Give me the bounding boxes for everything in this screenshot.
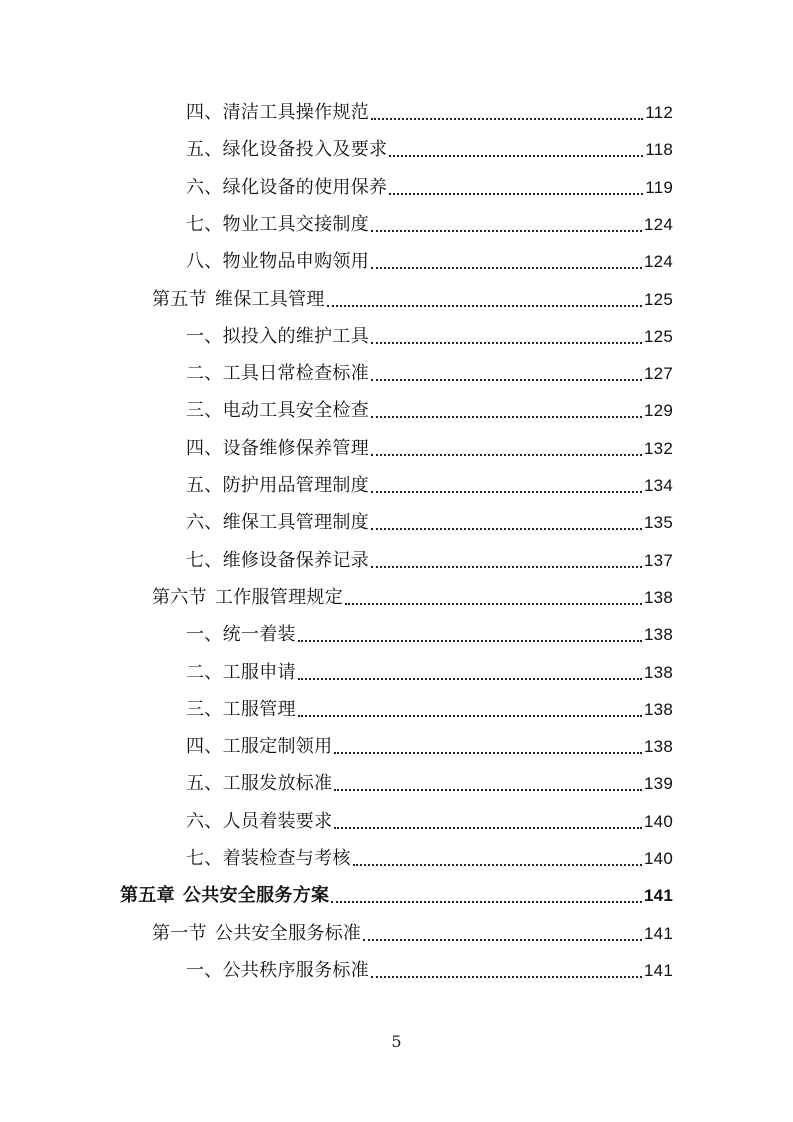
toc-page-number: 124 — [644, 252, 673, 272]
toc-item-entry[interactable] — [186, 137, 673, 163]
toc-dot-leader — [334, 827, 642, 829]
toc-entry-title: 人员着装要求 — [222, 810, 333, 832]
toc-entry-title: 公共秩序服务标准 — [222, 959, 370, 981]
toc-entry-label — [186, 660, 296, 686]
toc-entry-title: 物业物品申购领用 — [222, 251, 370, 273]
toc-entry-title: 设备维修保养管理 — [222, 437, 370, 459]
toc-dot-leader — [371, 976, 642, 978]
toc-page-number: 137 — [644, 550, 673, 570]
toc-entry-title: 物业工具交接制度 — [222, 213, 370, 235]
toc-entry-number: 六、 — [186, 176, 223, 198]
toc-item-entry[interactable] — [186, 734, 673, 760]
toc-dot-leader — [371, 342, 642, 344]
toc-dot-leader — [371, 491, 642, 493]
toc-page-number: 124 — [644, 214, 673, 234]
toc-entry-title: 工服申请 — [222, 661, 296, 683]
toc-page-number: 139 — [644, 774, 673, 794]
toc-entry-title: 维修设备保养记录 — [222, 549, 370, 571]
toc-entry-label — [186, 249, 369, 275]
toc-entry-label — [186, 175, 387, 201]
toc-entry-label — [152, 585, 343, 611]
toc-entry-label — [186, 436, 369, 462]
toc-entry-number: 七、 — [186, 213, 223, 235]
toc-entry-label — [186, 212, 369, 238]
toc-entry-number: 四、 — [186, 102, 223, 123]
toc-entry-number: 七、 — [186, 848, 223, 869]
toc-item-entry[interactable] — [186, 622, 673, 648]
toc-entry-label — [186, 137, 387, 163]
toc-entry-number: 三、 — [186, 698, 223, 720]
toc-section-entry[interactable] — [152, 287, 673, 313]
toc-item-entry[interactable] — [186, 436, 673, 462]
toc-entry-label — [186, 324, 369, 350]
toc-page-number: 140 — [644, 811, 673, 831]
toc-entry-title: 工作服管理规定 — [214, 586, 344, 608]
toc-item-entry[interactable] — [186, 660, 673, 686]
toc-page-number: 138 — [644, 737, 673, 757]
toc-item-entry[interactable] — [186, 175, 673, 201]
toc-item-entry[interactable] — [186, 100, 673, 126]
toc-entry-label — [186, 622, 296, 648]
toc-entry-title: 工服定制领用 — [222, 736, 333, 758]
toc-chapter-entry[interactable] — [120, 883, 673, 909]
toc-entry-number: 五、 — [186, 475, 223, 496]
toc-entry-title: 工具日常检查标准 — [222, 363, 370, 385]
toc-entry-label — [152, 287, 325, 313]
toc-entry-label — [186, 100, 369, 126]
toc-entry-label — [186, 846, 351, 872]
toc-entry-number: 八、 — [186, 251, 223, 273]
toc-dot-leader — [345, 603, 642, 605]
toc-entry-title: 电动工具安全检查 — [222, 400, 370, 422]
toc-entry-label — [186, 771, 332, 797]
toc-page-number: 118 — [645, 140, 673, 160]
toc-page-number: 125 — [644, 326, 673, 346]
toc-dot-leader — [298, 640, 642, 642]
toc-dot-leader — [371, 416, 642, 418]
toc-entry-number: 六、 — [186, 512, 223, 534]
toc-dot-leader — [371, 379, 642, 381]
toc-entry-number: 第五节 — [152, 288, 207, 310]
toc-page-number: 119 — [645, 177, 673, 197]
toc-dot-leader — [371, 528, 642, 530]
toc-item-entry[interactable] — [186, 771, 673, 797]
toc-item-entry[interactable] — [186, 548, 673, 574]
toc-page-number: 141 — [644, 886, 673, 906]
toc-item-entry[interactable] — [186, 510, 673, 536]
toc-dot-leader — [298, 715, 642, 717]
toc-entry-title: 工服发放标准 — [222, 773, 333, 795]
toc-page-number: 135 — [644, 513, 673, 533]
toc-page-number: 138 — [644, 587, 673, 607]
toc-entry-number: 二、 — [186, 363, 223, 385]
toc-entry-title: 绿化设备的使用保养 — [222, 176, 388, 198]
toc-entry-label — [186, 548, 369, 574]
toc-entry-number: 五、 — [186, 773, 223, 795]
toc-entry-title: 统一着装 — [222, 624, 296, 646]
toc-page-number: 132 — [644, 438, 673, 458]
toc-page-number: 141 — [644, 923, 673, 943]
toc-page-number: 112 — [645, 103, 673, 122]
toc-entry-label — [152, 921, 361, 947]
toc-entry-title: 清洁工具操作规范 — [222, 102, 370, 123]
toc-entry-label — [186, 510, 369, 536]
toc-item-entry[interactable] — [186, 697, 673, 723]
toc-dot-leader — [371, 118, 643, 120]
toc-entry-label — [186, 473, 369, 499]
toc-dot-leader — [389, 155, 643, 157]
toc-dot-leader — [363, 939, 642, 941]
toc-entry-number: 一、 — [186, 624, 223, 646]
toc-entry-title: 工服管理 — [222, 698, 296, 720]
toc-dot-leader — [371, 230, 642, 232]
toc-entry-title: 维保工具管理 — [214, 288, 325, 310]
toc-item-entry[interactable] — [186, 212, 673, 238]
toc-entry-title: 拟投入的维护工具 — [222, 325, 370, 347]
toc-item-entry[interactable] — [186, 809, 673, 835]
toc-item-entry[interactable] — [186, 473, 673, 499]
toc-page-number: 127 — [644, 364, 673, 384]
toc-dot-leader — [371, 454, 642, 456]
toc-entry-number: 四、 — [186, 736, 223, 758]
toc-entry-title: 维保工具管理制度 — [222, 512, 370, 534]
page-number: 5 — [391, 1032, 402, 1051]
toc-page-number: 129 — [644, 401, 673, 421]
toc-entry-number: 第五章 — [120, 885, 175, 907]
toc-entry-label — [186, 809, 332, 835]
toc-entry-number: 第六节 — [152, 586, 207, 608]
toc-entry-label — [186, 697, 296, 723]
toc-dot-leader — [389, 193, 643, 195]
toc-dot-leader — [327, 305, 642, 307]
toc-entry-number: 一、 — [186, 325, 223, 347]
toc-dot-leader — [371, 267, 642, 269]
toc-entry-number: 六、 — [186, 810, 223, 832]
toc-item-entry[interactable] — [186, 958, 673, 984]
toc-entry-label — [186, 958, 369, 984]
toc-entry-label — [186, 398, 369, 424]
toc-page-number: 141 — [644, 960, 673, 980]
toc-dot-leader — [334, 752, 642, 754]
toc-page-number: 138 — [644, 699, 673, 719]
toc-dot-leader — [353, 864, 642, 866]
toc-entry-number: 五、 — [186, 139, 223, 161]
toc-dot-leader — [334, 789, 642, 791]
toc-entry-title: 防护用品管理制度 — [222, 475, 370, 496]
toc-entry-title: 绿化设备投入及要求 — [222, 139, 388, 161]
toc-entry-title: 着装检查与考核 — [222, 848, 351, 869]
toc-entry-number: 二、 — [186, 661, 223, 683]
toc-item-entry[interactable] — [186, 249, 673, 275]
toc-entry-number: 三、 — [186, 400, 223, 422]
toc-entry-label — [186, 734, 332, 760]
toc-entry-title: 公共安全服务标准 — [214, 922, 362, 944]
toc-entry-label — [120, 883, 329, 909]
toc-page-number: 138 — [644, 662, 673, 682]
toc-item-entry[interactable] — [186, 846, 673, 872]
toc-page-number: 125 — [644, 289, 673, 309]
toc-page-number: 138 — [644, 625, 673, 645]
toc-entry-number: 第一节 — [152, 922, 207, 944]
toc-entry-number: 四、 — [186, 437, 223, 459]
toc-section-entry[interactable] — [152, 921, 673, 947]
toc-entry-number: 一、 — [186, 959, 223, 981]
toc-item-entry[interactable] — [186, 398, 673, 424]
toc-page-number: 134 — [644, 476, 673, 495]
toc-entry-title: 公共安全服务方案 — [182, 885, 330, 907]
toc-dot-leader — [298, 678, 642, 680]
toc-section-entry[interactable] — [152, 585, 673, 611]
toc-item-entry[interactable] — [186, 324, 673, 350]
toc-item-entry[interactable] — [186, 361, 673, 387]
toc-dot-leader — [371, 566, 642, 568]
toc-dot-leader — [331, 901, 642, 903]
toc-page-number: 140 — [644, 849, 673, 868]
toc-entry-number: 七、 — [186, 549, 223, 571]
toc-entry-label — [186, 361, 369, 387]
